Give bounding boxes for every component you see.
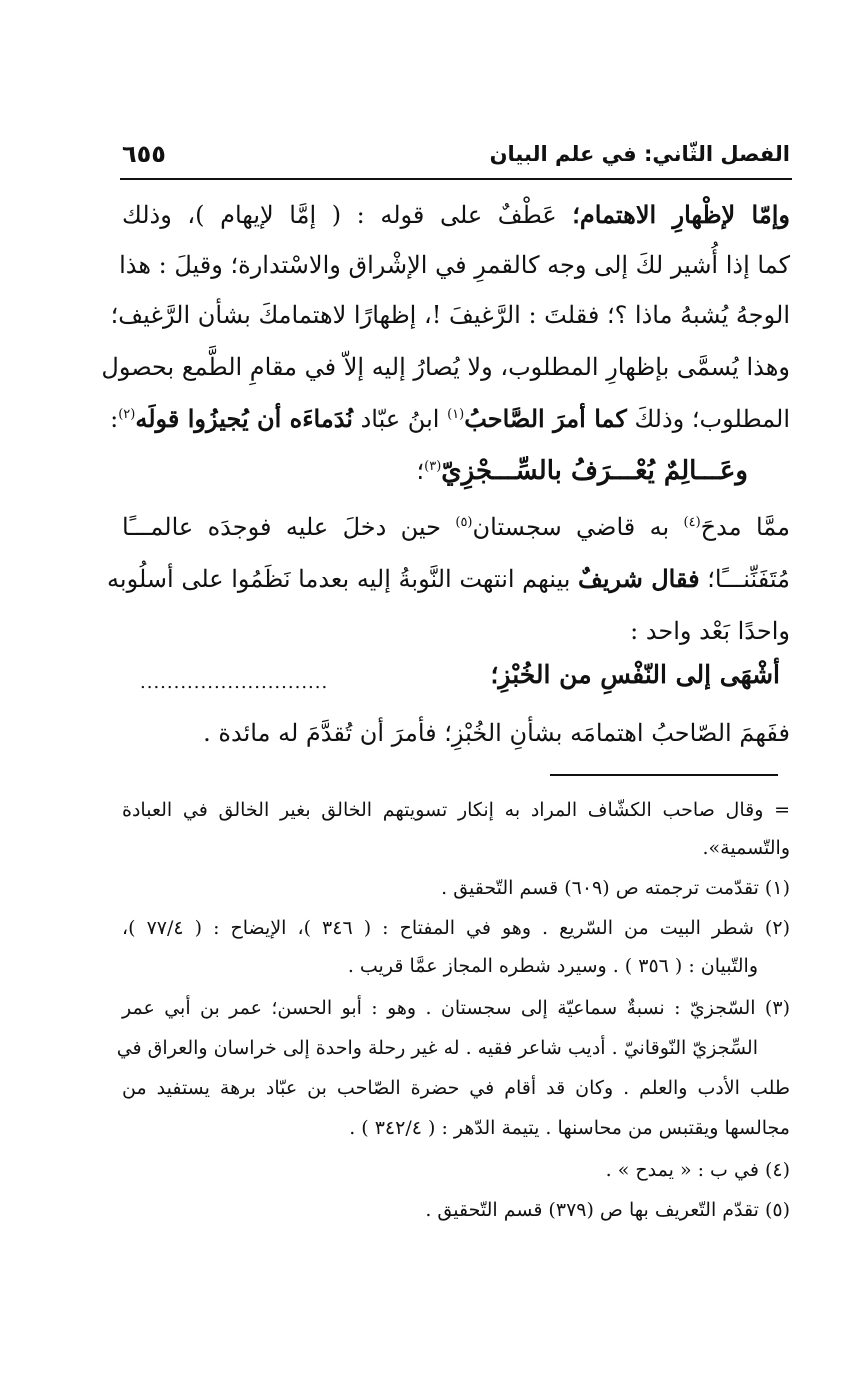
verse-text: وعَـــالِمٌ يُعْـــرَفُ بالسِّـــجْزِيّ <box>441 456 748 486</box>
footnote-2-line-2: والتّبيان : ( ٣٥٦ ) . وسيرد شطره المجاز عمَّا قريب . <box>347 955 758 977</box>
footnote-ref-2: (٢) <box>118 407 136 422</box>
body-line-2: كما إذا أُشير لكَ إلى وجه كالقمرِ في الإشْراق والاسْتدارة؛ وقيلَ : هذا <box>119 251 790 279</box>
body-line-9: واحدًا بَعْد واحد : <box>630 617 790 645</box>
footnote-1: (١) تقدّمت ترجمته ص (٦٠٩) قسم التّحقيق . <box>441 877 790 899</box>
body-line-7 <box>122 510 790 544</box>
body-line-3: الوجهُ يُشبهُ ماذا ؟؛ فقلتَ : الرَّغيفَ !، إظهارًا لاهتمامكَ بشأن الرَّغيف؛ <box>110 301 790 329</box>
body-line-8 <box>107 562 790 596</box>
footnote-ref-4: (٤) <box>683 515 701 530</box>
verse-1 <box>148 454 748 488</box>
line-text: : <box>110 405 119 433</box>
footnote-continued-line-1: = وقال صاحب الكشّاف المراد به إنكار تسويتهم الخالق بغير الخالق في العبادة <box>122 799 790 821</box>
line-text: حين دخلَ عليه فوجدَه عالمـــًا <box>122 513 456 541</box>
verse-dots: ............................ <box>140 672 329 693</box>
body-line-4: وهذا يُسمَّى بإظهارِ المطلوب، ولا يُصارُ إليه إلاّ في مقامِ الطَّمع بحصول <box>101 353 790 381</box>
running-header <box>120 140 790 176</box>
footnote-3-line-3: طلب الأدب والعلم . وكان قد أقام في حضرة الصّاحب بن عبّاد برهة يستفيد من <box>122 1077 790 1099</box>
body-line-11: ففَهمَ الصّاحبُ اهتمامَه بشأنِ الخُبْزِ؛ فأمرَ أن تُقدَّمَ له مائدة . <box>203 719 790 747</box>
footnote-3-line-2: السِّجزيّ النّوقانيّ . أديب شاعر فقيه . له غير رحلة واحدة إلى خراسان والعراق في <box>116 1037 758 1059</box>
bold-phrase: نُدَماءَه أن يُجيزُوا قولَه <box>135 404 353 433</box>
bold-phrase: كما أمرَ الصَّاحبُ <box>464 404 627 433</box>
line-text: مُتَفَنِّنـــًا؛ <box>699 565 790 593</box>
header-rule <box>120 178 792 180</box>
body-line-5 <box>110 402 790 436</box>
footnote-3-line-4: مجالسها ويقتبس من محاسنها . يتيمة الدّهر : ( ٣٤٢/٤ ) . <box>349 1117 790 1139</box>
footnote-continued-line-2: والتّسمية». <box>702 837 790 859</box>
footnote-ref-3: (٣) <box>424 459 442 474</box>
footnote-4: (٤) في ب : « يمدح » . <box>605 1159 790 1181</box>
footnote-rule <box>550 774 778 776</box>
line-text: عَطْفٌ على قوله : ( إمَّا لإيهام )، وذلك <box>122 201 573 229</box>
footnote-3-line-1: (٣) السّجزيّ : نسبةٌ سماعيّة إلى سجستان . وهو : أبو الحسن؛ عمر بن أبي عمر <box>122 997 790 1019</box>
verse-hemistich: أشْهَى إلى النّفْسِ من الخُبْزِ؛ <box>490 660 780 689</box>
bold-phrase: وإمّا لإظْهارِ الاهتمام؛ <box>572 200 790 229</box>
bold-phrase: فقال شريفٌ <box>578 564 700 593</box>
line-text: به قاضي سجستان <box>472 513 684 541</box>
line-text: ابنُ عبّاد <box>352 405 448 433</box>
footnote-5: (٥) تقدّم التّعريف بها ص (٣٧٩) قسم التّحقيق . <box>425 1199 790 1221</box>
footnote-2-line-1: (٢) شطر البيت من السّريع . وهو في المفتاح : ( ٣٤٦ )، الإيضاح : ( ٧٧/٤ )، <box>122 917 790 939</box>
verse-2 <box>140 660 780 700</box>
line-text: بينهم انتهت النَّوبةُ إليه بعدما نَظَمُوا على أسلُوبه <box>107 565 579 593</box>
verse-end: ؛ <box>416 457 425 485</box>
footnote-ref-1: (١) <box>447 407 465 422</box>
footnote-ref-5: (٥) <box>455 515 473 530</box>
body-line-1 <box>122 198 790 232</box>
chapter-title: الفصل الثّاني: في علم البيان <box>489 142 790 166</box>
line-text: ممَّا مدحَ <box>700 513 791 541</box>
page-number: ٦٥٥ <box>122 140 166 168</box>
line-text: المطلوب؛ وذلكَ <box>626 405 790 433</box>
